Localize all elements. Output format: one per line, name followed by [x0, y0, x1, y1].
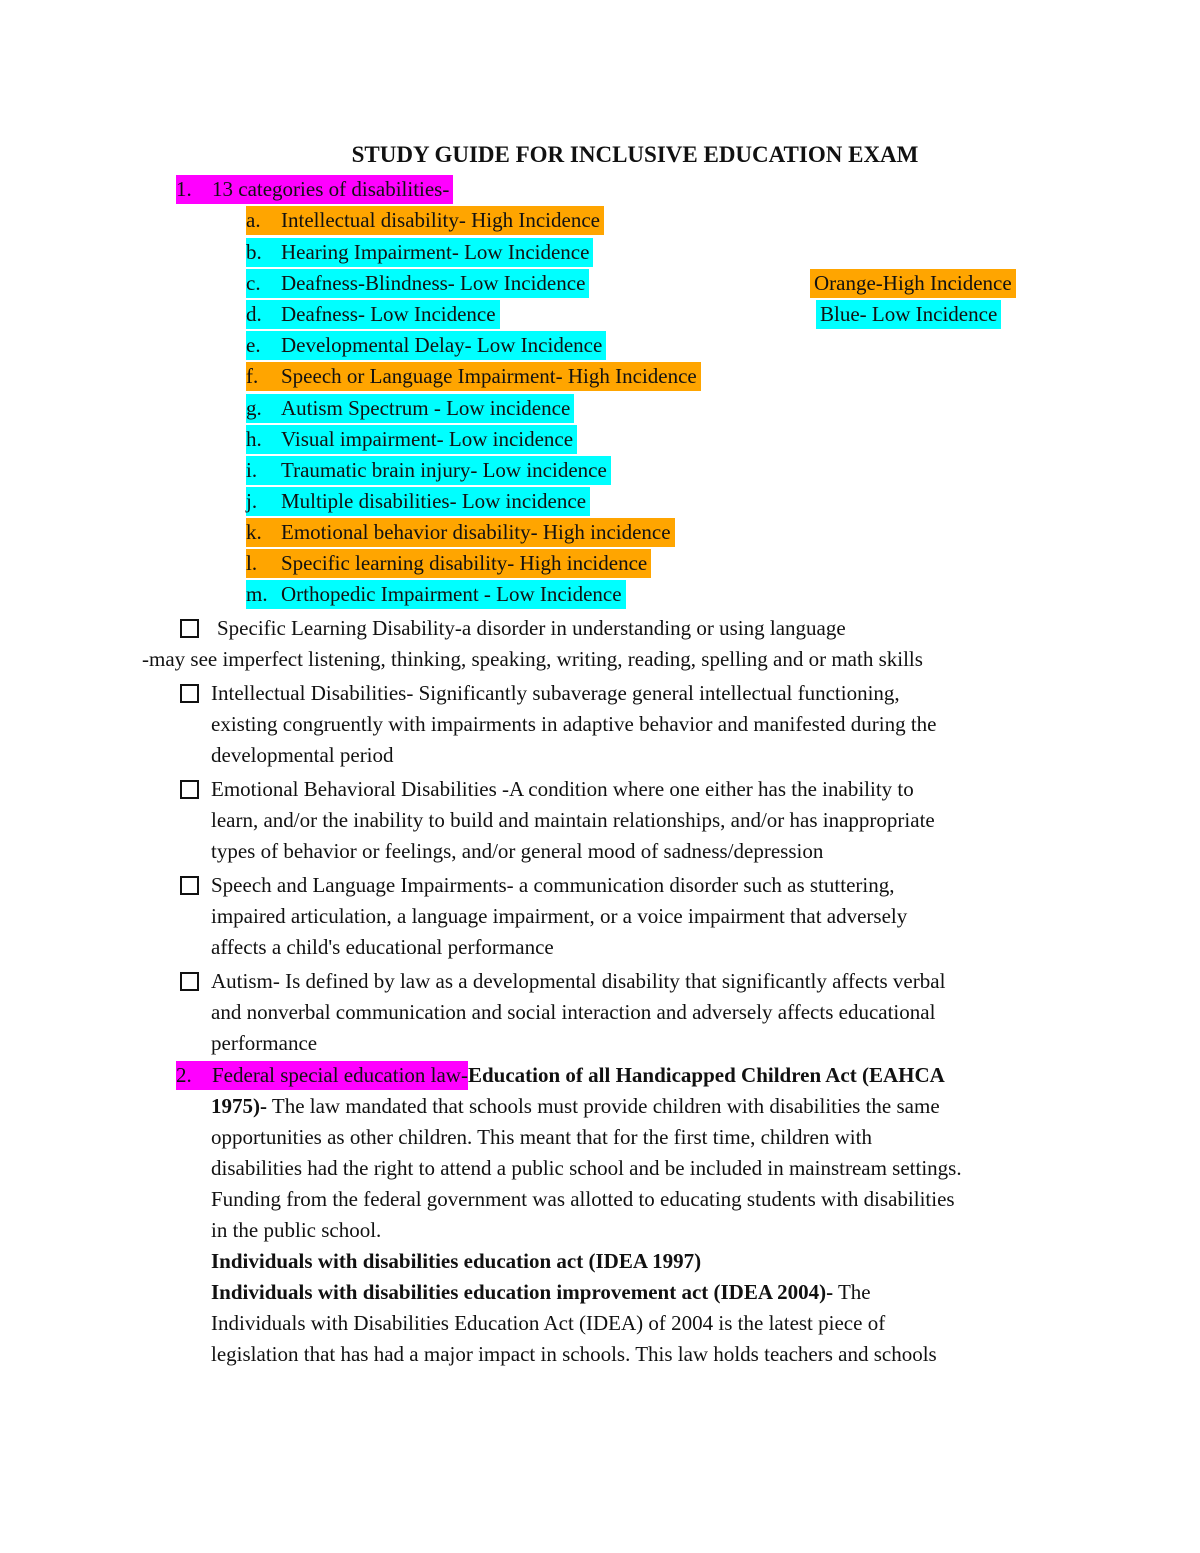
category-highlight: [246, 425, 577, 454]
section-1-heading: [176, 174, 453, 205]
category-text: Visual impairment- Low incidence: [281, 427, 574, 451]
category-text: Multiple disabilities- Low incidence: [281, 489, 587, 513]
category-letter: j.: [246, 489, 258, 513]
category-letter: l.: [246, 551, 258, 575]
category-letter: f.: [246, 364, 259, 388]
eahca-year: 1975)-: [211, 1094, 267, 1118]
section-1-highlight: [176, 175, 453, 204]
category-text: Deafness-Blindness- Low Incidence: [281, 271, 586, 295]
bullet-sli-line1: Speech and Language Impairments- a communication disorder such as stuttering,: [211, 873, 895, 897]
category-letter: k.: [246, 520, 262, 544]
category-item: [246, 268, 589, 299]
checkbox-icon: [180, 876, 199, 895]
category-highlight: [246, 549, 651, 578]
idea-1997-heading: Individuals with disabilities education act (IDEA 1997): [211, 1249, 702, 1273]
idea-2004-line3: legislation that has had a major impact in schools. This law holds teachers and schools: [211, 1342, 937, 1366]
bullet-sld-continued: -may see imperfect listening, thinking, speaking, writing, reading, spelling and or math skills: [142, 647, 923, 671]
bullet-ebd-line3: types of behavior or feelings, and/or general mood of sadness/depression: [211, 839, 824, 863]
category-letter: c.: [246, 271, 261, 295]
category-text: Specific learning disability- High incidence: [281, 551, 648, 575]
eahca-line3: disabilities had the right to attend a public school and be included in mainstream settings.: [211, 1156, 962, 1180]
idea-2004-text: The: [833, 1280, 871, 1304]
idea-2004-line1: [211, 1277, 871, 1308]
category-highlight: [246, 487, 590, 516]
category-highlight: [246, 206, 604, 235]
category-letter: b.: [246, 240, 262, 264]
legend-blue: Blue- Low Incidence: [816, 300, 1001, 329]
category-item: [246, 299, 500, 330]
eahca-line4: Funding from the federal government was allotted to educating students with disabilities: [211, 1187, 955, 1211]
category-item: [246, 330, 606, 361]
category-letter: m.: [246, 582, 268, 606]
legend-orange: Orange-High Incidence: [810, 269, 1016, 298]
checkbox-icon: [180, 972, 199, 991]
category-text: Orthopedic Impairment - Low Incidence: [281, 582, 622, 606]
category-highlight: [246, 269, 589, 298]
category-text: Speech or Language Impairment- High Incidence: [281, 364, 697, 388]
section-1-number: 1.: [176, 177, 192, 201]
category-letter: i.: [246, 458, 258, 482]
bullet-ebd-line1: Emotional Behavioral Disabilities -A condition where one either has the inability to: [211, 777, 914, 801]
bullet-autism-line2: and nonverbal communication and social interaction and adversely affects educational: [211, 1000, 936, 1024]
category-highlight: [246, 331, 606, 360]
section-2-heading: [176, 1060, 945, 1091]
category-letter: h.: [246, 427, 262, 451]
bullet-autism-line1: Autism- Is defined by law as a developmental disability that significantly affects verbal: [211, 969, 946, 993]
checkbox-icon: [180, 684, 199, 703]
category-letter: d.: [246, 302, 262, 326]
category-item: [246, 517, 675, 548]
page-title: STUDY GUIDE FOR INCLUSIVE EDUCATION EXAM: [351, 142, 919, 167]
category-highlight: [246, 456, 611, 485]
category-letter: a.: [246, 208, 261, 232]
section-1-label: 13 categories of disabilities-: [212, 177, 450, 201]
category-highlight: [246, 394, 574, 423]
category-highlight: [246, 518, 675, 547]
category-text: Hearing Impairment- Low Incidence: [281, 240, 590, 264]
eahca-text: The law mandated that schools must provide children with disabilities the same: [267, 1094, 940, 1118]
checkbox-icon: [180, 619, 199, 638]
bullet-sld: Specific Learning Disability-a disorder in understanding or using language: [217, 616, 846, 640]
category-highlight: [246, 238, 593, 267]
category-item: [246, 548, 651, 579]
bullet-sli-line3: affects a child's educational performance: [211, 935, 554, 959]
category-item: [246, 424, 577, 455]
category-item: [246, 393, 574, 424]
category-text: Intellectual disability- High Incidence: [281, 208, 600, 232]
bullet-id-line1: Intellectual Disabilities- Significantly subaverage general intellectual functioning,: [211, 681, 900, 705]
category-letter: e.: [246, 333, 261, 357]
bullet-id-line3: developmental period: [211, 743, 394, 767]
eahca-line1: [211, 1091, 940, 1122]
category-letter: g.: [246, 396, 262, 420]
eahca-line2: opportunities as other children. This meant that for the first time, children with: [211, 1125, 872, 1149]
bullet-id-line2: existing congruently with impairments in adaptive behavior and manifested during the: [211, 712, 937, 736]
category-text: Deafness- Low Incidence: [281, 302, 496, 326]
category-highlight: [246, 300, 500, 329]
bullet-ebd-line2: learn, and/or the inability to build and maintain relationships, and/or has inappropriate: [211, 808, 935, 832]
category-item: [246, 237, 593, 268]
category-highlight: [246, 580, 626, 609]
idea-2004-line2: Individuals with Disabilities Education Act (IDEA) of 2004 is the latest piece of: [211, 1311, 886, 1335]
eahca-line5: in the public school.: [211, 1218, 382, 1242]
category-item: [246, 205, 604, 236]
category-item: [246, 455, 611, 486]
idea-2004-heading: Individuals with disabilities education improvement act (IDEA 2004)-: [211, 1280, 834, 1304]
bullet-sli-line2: impaired articulation, a language impairment, or a voice impairment that adversely: [211, 904, 908, 928]
category-text: Traumatic brain injury- Low incidence: [281, 458, 607, 482]
category-item: [246, 361, 701, 392]
section-2-number: 2.: [176, 1063, 192, 1087]
category-text: Autism Spectrum - Low incidence: [281, 396, 571, 420]
checkbox-icon: [180, 780, 199, 799]
category-text: Developmental Delay- Low Incidence: [281, 333, 603, 357]
bullet-autism-line3: performance: [211, 1031, 318, 1055]
category-item: [246, 579, 626, 610]
category-text: Emotional behavior disability- High incidence: [281, 520, 671, 544]
section-2-highlight: [176, 1061, 468, 1090]
eahca-title: Education of all Handicapped Children Act (EAHCA: [467, 1063, 945, 1087]
section-2-label: Federal special education law-: [212, 1063, 468, 1087]
category-highlight: [246, 362, 701, 391]
category-item: [246, 486, 590, 517]
